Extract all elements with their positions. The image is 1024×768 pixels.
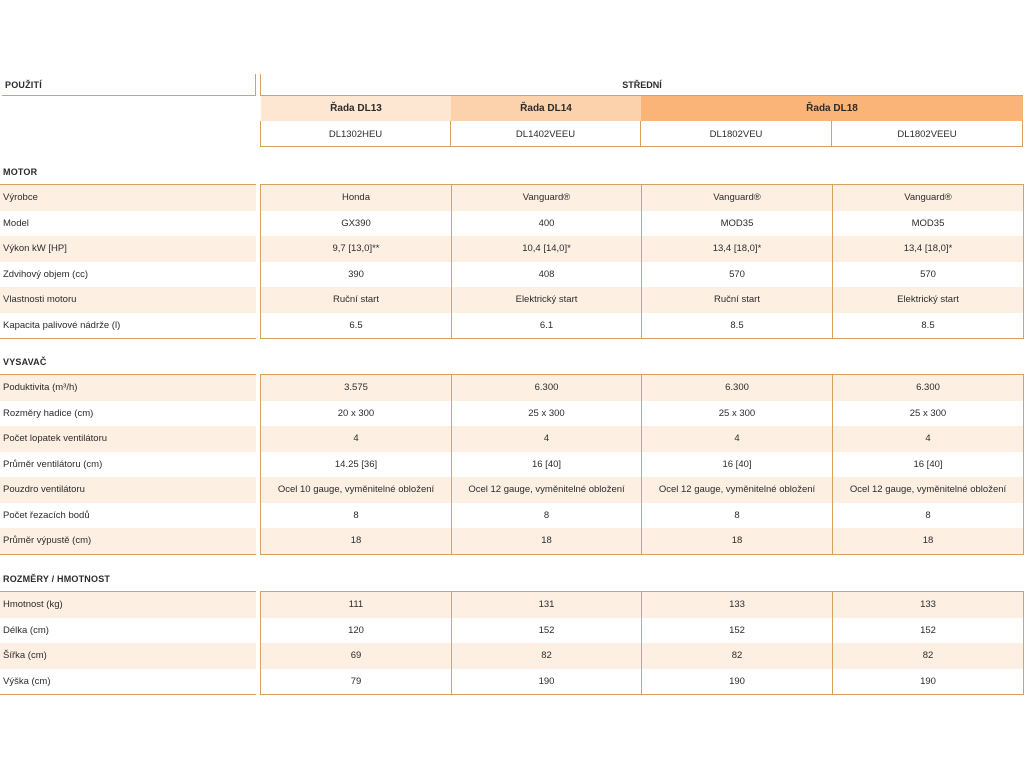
table-cell: 4 <box>642 426 833 452</box>
table-cell: 4 <box>261 426 452 452</box>
table-cell: 69 <box>261 643 452 669</box>
table-cell: Vanguard® <box>452 185 642 211</box>
row-label: Hmotnost (kg) <box>0 592 256 618</box>
table-row <box>261 401 1023 427</box>
table-cell: 8 <box>642 503 833 529</box>
table-cell: 25 x 300 <box>642 401 833 427</box>
table-row <box>261 426 1023 452</box>
section-title-rozmery-hmotnost: ROZMĚRY / HMOTNOST <box>3 574 111 584</box>
usage-label: POUŽITÍ <box>2 74 256 96</box>
table-cell: 8 <box>452 503 642 529</box>
table-cell: 18 <box>922 535 934 547</box>
row-label: Průměr výpustě (cm) <box>0 528 256 554</box>
table-cell: 82 <box>922 650 934 662</box>
table-cell: Ruční start <box>642 287 833 313</box>
table-cell: 13,4 [18,0]* <box>642 236 833 262</box>
table-cell: Ruční start <box>261 287 452 313</box>
table-row <box>261 592 1023 618</box>
table-cell: 16 [40] <box>642 452 833 478</box>
model-dl1302heu: DL1302HEU <box>260 121 451 147</box>
table-cell: 18 <box>452 528 642 554</box>
table-cell: 3.575 <box>261 375 452 401</box>
table-row <box>261 313 1023 339</box>
table-cell: 152 <box>452 618 642 644</box>
table-cell: 152 <box>642 618 833 644</box>
row-label: Rozměry hadice (cm) <box>0 401 256 427</box>
table-cell: Ocel 12 gauge, vyměnitelné obložení <box>642 477 833 503</box>
table-cell: Ocel 12 gauge, vyměnitelné obložení <box>452 477 642 503</box>
row-label: Šířka (cm) <box>0 643 256 669</box>
table-cell: 13,4 [18,0]* <box>903 243 953 255</box>
table-cell: 4 <box>452 426 642 452</box>
row-label: Počet lopatek ventilátoru <box>0 426 256 452</box>
row-label: Výrobce <box>0 185 256 211</box>
table-cell: 82 <box>452 643 642 669</box>
table-row <box>261 236 1023 262</box>
table-cell: 6.300 <box>916 382 940 394</box>
table-cell: 133 <box>642 592 833 618</box>
table-row <box>261 643 1023 669</box>
series-dl18: Řada DL18 <box>641 96 1023 121</box>
table-cell: 18 <box>261 528 452 554</box>
table-cell: 9,7 [13,0]** <box>261 236 452 262</box>
row-label: Kapacita palivové nádrže (l) <box>0 313 256 339</box>
table-cell: Elektrický start <box>897 294 959 306</box>
table-cell: 20 x 300 <box>261 401 452 427</box>
table-cell: 8 <box>925 509 931 521</box>
table-cell: Ocel 10 gauge, vyměnitelné obložení <box>261 477 452 503</box>
table-cell: 79 <box>261 669 452 695</box>
row-label: Délka (cm) <box>0 618 256 644</box>
table-cell: 570 <box>920 268 936 280</box>
table-cell: GX390 <box>261 211 452 237</box>
series-dl13: Řada DL13 <box>261 96 451 121</box>
table-cell: MOD35 <box>911 217 945 229</box>
row-label: Pouzdro ventilátoru <box>0 477 256 503</box>
model-dl1402veeu: DL1402VEEU <box>451 121 641 147</box>
row-label: Vlastnosti motoru <box>0 287 256 313</box>
table-cell: 4 <box>925 433 931 445</box>
table-cell: 190 <box>452 669 642 695</box>
table-cell: 82 <box>642 643 833 669</box>
table-cell: 16 [40] <box>452 452 642 478</box>
table-cell: 8.5 <box>921 319 935 331</box>
table-row <box>261 185 1023 211</box>
table-row <box>261 262 1023 288</box>
series-dl14: Řada DL14 <box>451 96 641 121</box>
table-row <box>261 477 1023 503</box>
table-row <box>261 452 1023 478</box>
model-dl1802veu: DL1802VEU <box>641 121 832 147</box>
table-cell: 570 <box>642 262 833 288</box>
section-title-vysavac: VYSAVAČ <box>3 357 47 367</box>
table-cell: Ocel 12 gauge, vyměnitelné obložení <box>849 484 1007 496</box>
table-cell: 8 <box>261 503 452 529</box>
table-row <box>261 618 1023 644</box>
table-cell: Vanguard® <box>642 185 833 211</box>
table-cell: 120 <box>261 618 452 644</box>
table-cell: 133 <box>920 599 936 611</box>
row-label: Počet řezacích bodů <box>0 503 256 529</box>
table-cell: MOD35 <box>642 211 833 237</box>
table-cell: 131 <box>452 592 642 618</box>
table-cell: Vanguard® <box>904 192 952 204</box>
table-cell: 408 <box>452 262 642 288</box>
table-row <box>261 503 1023 529</box>
row-label: Model <box>0 211 256 237</box>
table-cell: 6.300 <box>642 375 833 401</box>
table-cell: 190 <box>920 675 936 687</box>
table-cell: 400 <box>452 211 642 237</box>
row-label: Výška (cm) <box>0 669 256 695</box>
table-cell: 10,4 [14,0]* <box>452 236 642 262</box>
table-cell: Elektrický start <box>452 287 642 313</box>
table-cell: 18 <box>642 528 833 554</box>
row-label: Průměr ventilátoru (cm) <box>0 452 256 478</box>
table-cell: 16 [40] <box>913 458 943 470</box>
row-label: Poduktivita (m³/h) <box>0 375 256 401</box>
model-dl1802veeu: DL1802VEEU <box>832 121 1023 147</box>
table-cell: 8.5 <box>642 313 833 339</box>
table-cell: 6.300 <box>452 375 642 401</box>
table-row <box>261 528 1023 554</box>
table-cell: 25 x 300 <box>909 407 947 419</box>
usage-value: STŘEDNÍ <box>260 74 1023 96</box>
table-row <box>261 375 1023 401</box>
table-cell: 14.25 [36] <box>261 452 452 478</box>
table-cell: 190 <box>642 669 833 695</box>
table-row <box>261 287 1023 313</box>
section-title-motor: MOTOR <box>3 167 38 177</box>
table-row <box>261 669 1023 695</box>
table-cell: 152 <box>920 624 936 636</box>
row-label: Výkon kW [HP] <box>0 236 256 262</box>
row-label: Zdvihový objem (cc) <box>0 262 256 288</box>
table-cell: 25 x 300 <box>452 401 642 427</box>
table-cell: 6.5 <box>261 313 452 339</box>
table-row <box>261 211 1023 237</box>
table-cell: 111 <box>261 592 452 618</box>
table-cell: Honda <box>261 185 452 211</box>
table-cell: 390 <box>261 262 452 288</box>
table-cell: 6.1 <box>452 313 642 339</box>
